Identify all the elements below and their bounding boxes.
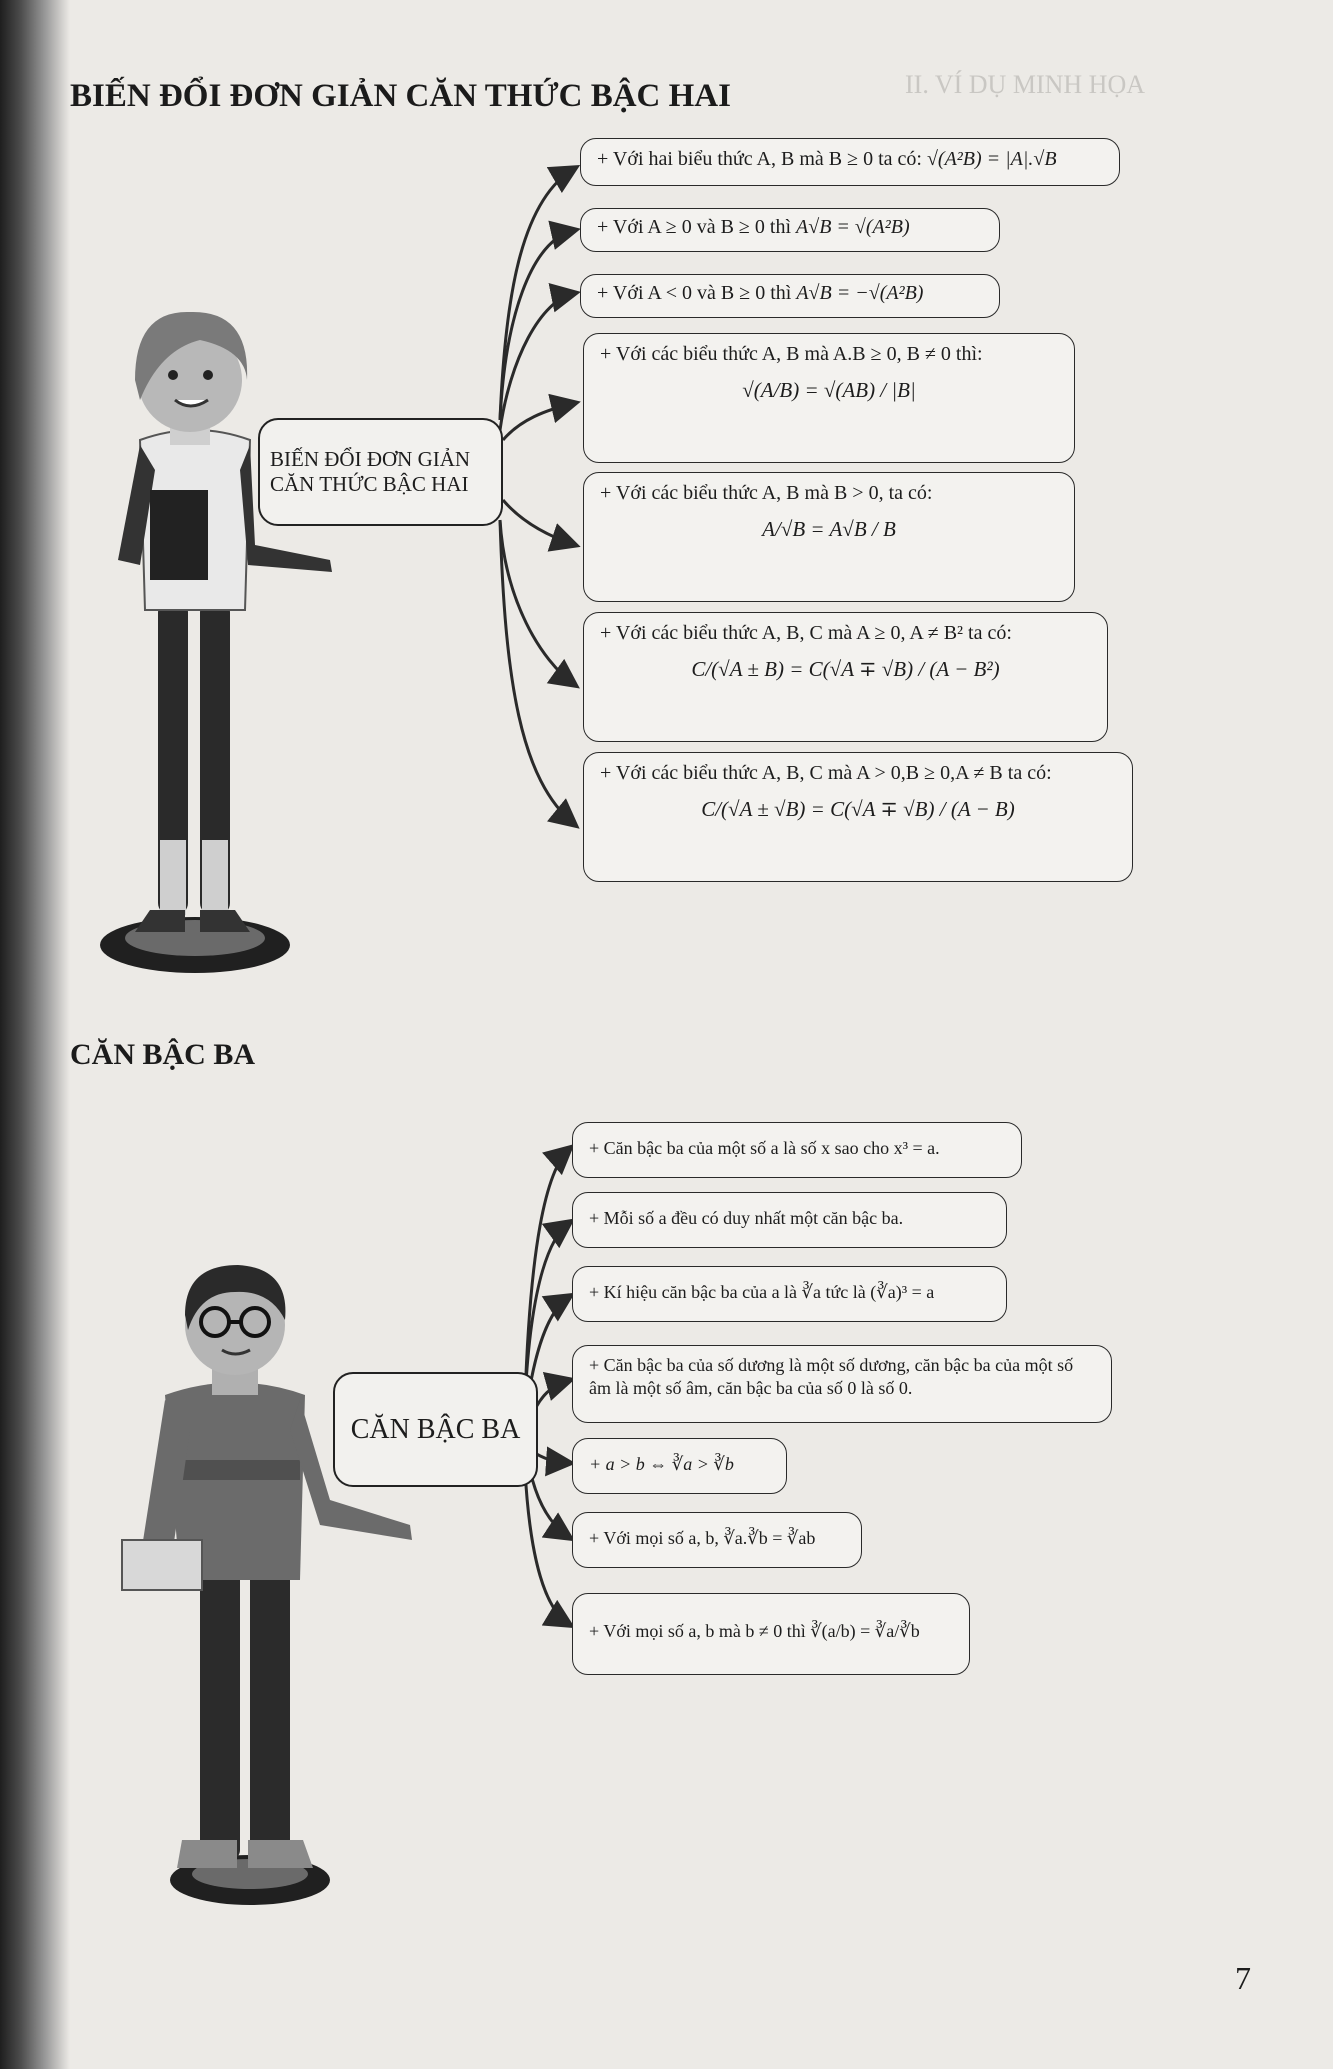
rule-text: + Kí hiệu căn bậc ba của a là ∛a tức là (∛a)³ = a bbox=[589, 1282, 935, 1302]
rule-formula: A√B = −√(A²B) bbox=[796, 282, 924, 304]
rule-box bbox=[572, 1345, 1112, 1423]
hub-label: CĂN BẬC BA bbox=[350, 1413, 521, 1445]
rule-text: + Với hai biểu thức A, B mà B ≥ 0 ta có: bbox=[597, 148, 922, 170]
rule-box bbox=[572, 1122, 1022, 1178]
rule-text: + Với các biểu thức A, B, C mà A ≥ 0, A ≠ B² ta có: bbox=[600, 622, 1012, 644]
rule-text: + Với các biểu thức A, B mà B > 0, ta có: bbox=[600, 482, 933, 504]
rule-box bbox=[572, 1266, 1007, 1322]
rule-formula: C/(√A ± B) = C(√A ∓ √B) / (A − B²) bbox=[691, 657, 1000, 681]
rule-formula: √(A²B) = |A|.√B bbox=[926, 148, 1057, 170]
rule-text: + Với các biểu thức A, B mà A.B ≥ 0, B ≠ 0 thì: bbox=[600, 343, 983, 365]
rule-formula: C/(√A ± √B) = C(√A ∓ √B) / (A − B) bbox=[701, 797, 1015, 821]
rule-text: + a > b ⇔ ∛a > ∛b bbox=[589, 1454, 734, 1474]
section-heading: BIẾN ĐỔI ĐƠN GIẢN CĂN THỨC BẬC HAI bbox=[70, 78, 731, 114]
rule-text: + Căn bậc ba của một số a là số x sao cho x³ = a. bbox=[589, 1138, 940, 1158]
bleed-text: II. VÍ DỤ MINH HỌA bbox=[905, 70, 1145, 99]
rule-text: + Mỗi số a đều có duy nhất một căn bậc ba. bbox=[589, 1208, 904, 1228]
hub-node-can-bac-ba bbox=[333, 1372, 538, 1487]
rule-box bbox=[572, 1512, 862, 1568]
rule-formula: A√B = √(A²B) bbox=[796, 216, 910, 238]
rule-text: + Căn bậc ba của số dương là một số dương, căn bậc ba của một số âm là một số âm, căn bậc ba của số 0 là số 0. bbox=[589, 1355, 1074, 1398]
section-heading: CĂN BẬC BA bbox=[70, 1038, 256, 1071]
rule-text: + Với A < 0 và B ≥ 0 thì bbox=[597, 282, 792, 304]
rule-text: + Với các biểu thức A, B, C mà A > 0,B ≥ 0,A ≠ B ta có: bbox=[600, 762, 1052, 784]
rule-text: + Với A ≥ 0 và B ≥ 0 thì bbox=[597, 216, 792, 238]
page-number: 7 bbox=[1235, 1960, 1251, 1996]
rule-text: + Với mọi số a, b, ∛a.∛b = ∛ab bbox=[589, 1528, 816, 1548]
rule-formula: √(A/B) = √(AB) / |B| bbox=[742, 378, 916, 402]
rule-box bbox=[572, 1438, 787, 1494]
rule-formula: A/√B = A√B / B bbox=[762, 517, 896, 541]
hub-line: BIẾN ĐỔI ĐƠN GIẢN bbox=[270, 447, 471, 471]
rule-text: + Với mọi số a, b mà b ≠ 0 thì ∛(a/b) = ∛a/∛b bbox=[589, 1621, 920, 1641]
rule-box bbox=[572, 1192, 1007, 1248]
rule-box bbox=[572, 1593, 970, 1675]
hub-line: CĂN THỨC BẬC HAI bbox=[270, 472, 469, 496]
